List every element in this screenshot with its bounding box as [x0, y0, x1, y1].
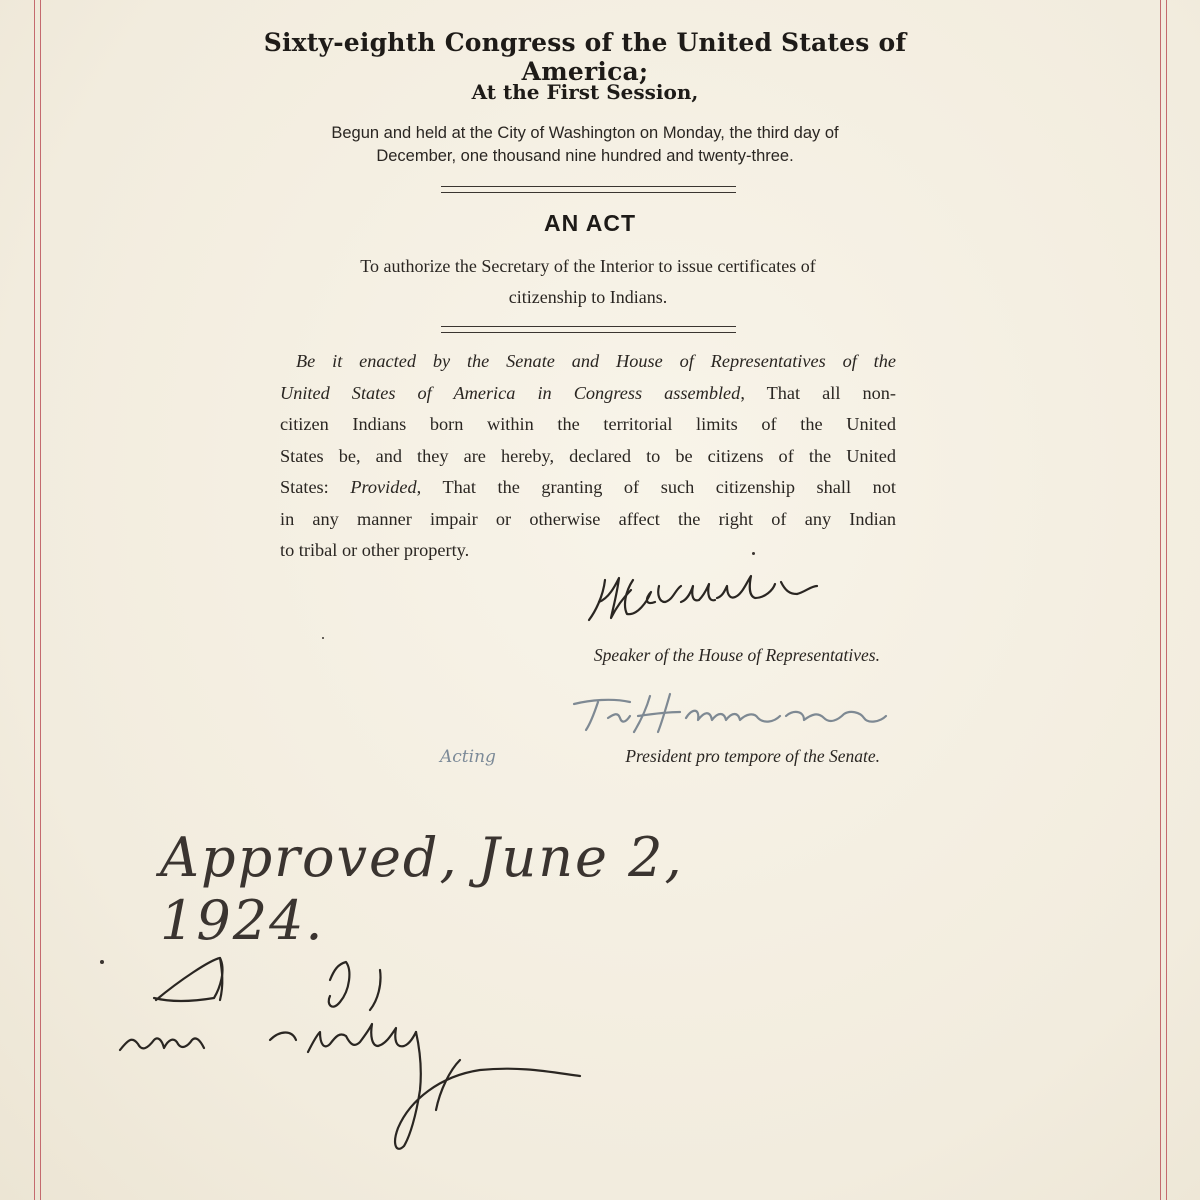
enacting-clause-2: United States of America in Congress assembled	[280, 382, 741, 403]
senate-president-title: President pro tempore of the Senate.	[625, 746, 880, 766]
act-purpose-line-2: citizenship to Indians.	[508, 287, 668, 307]
ink-speck	[322, 637, 324, 639]
act-title: AN ACT	[543, 210, 637, 236]
divider-bottom	[441, 326, 736, 333]
president-signature	[120, 940, 600, 1160]
enacting-clause: Be it enacted by the Senate and House of Representatives of the	[296, 351, 896, 371]
acting-annotation: Acting	[440, 747, 496, 767]
body-line-7: to tribal or other property.	[280, 540, 470, 560]
begun-statement	[290, 122, 880, 168]
ink-speck	[100, 960, 104, 964]
body-line-2	[280, 378, 896, 410]
president-signature-drawing	[120, 940, 600, 1160]
divider-top	[441, 186, 736, 193]
session-heading: At the First Session,	[471, 80, 699, 104]
act-purpose-line-1: To authorize the Secretary of the Interior to issue certificates of	[360, 256, 816, 276]
provided-word: Provided	[350, 477, 417, 497]
body-line-5	[280, 472, 896, 504]
approval-note: Approved, June 2, 1924.	[160, 826, 684, 952]
ink-speck	[752, 552, 755, 555]
body-text-4a: States:	[280, 477, 351, 497]
speaker-title: Speaker of the House of Representatives.	[593, 645, 880, 665]
body-text-1: , That all non-	[740, 382, 896, 403]
body-line-4: States be, and they are hereby, declared to be citizens of the United	[280, 445, 896, 466]
congress-heading: Sixty-eighth Congress of the United States of America;	[263, 28, 907, 86]
body-line-3: citizen Indians born within the territorial limits of the United	[280, 414, 896, 434]
body-line-6: in any manner impair or otherwise affect the right of any Indian	[280, 508, 896, 529]
act-body	[280, 346, 896, 567]
begun-line-2: December, one thousand nine hundred and twenty-three.	[376, 147, 794, 165]
senate-president-signature-drawing	[568, 688, 928, 738]
left-margin-rule	[34, 0, 35, 1200]
begun-line-1: Begun and held at the City of Washington on Monday, the third day of	[331, 124, 839, 142]
left-margin-rule-inner	[40, 0, 41, 1200]
right-margin-rule-inner	[1160, 0, 1161, 1200]
senate-president-signature	[568, 688, 928, 738]
right-margin-rule	[1166, 0, 1167, 1200]
speaker-signature-drawing	[585, 572, 825, 632]
body-line-1	[280, 346, 896, 378]
act-purpose	[270, 251, 906, 313]
body-text-4b: , That the granting of such citizenship shall not	[416, 477, 896, 497]
speaker-signature	[585, 572, 825, 632]
